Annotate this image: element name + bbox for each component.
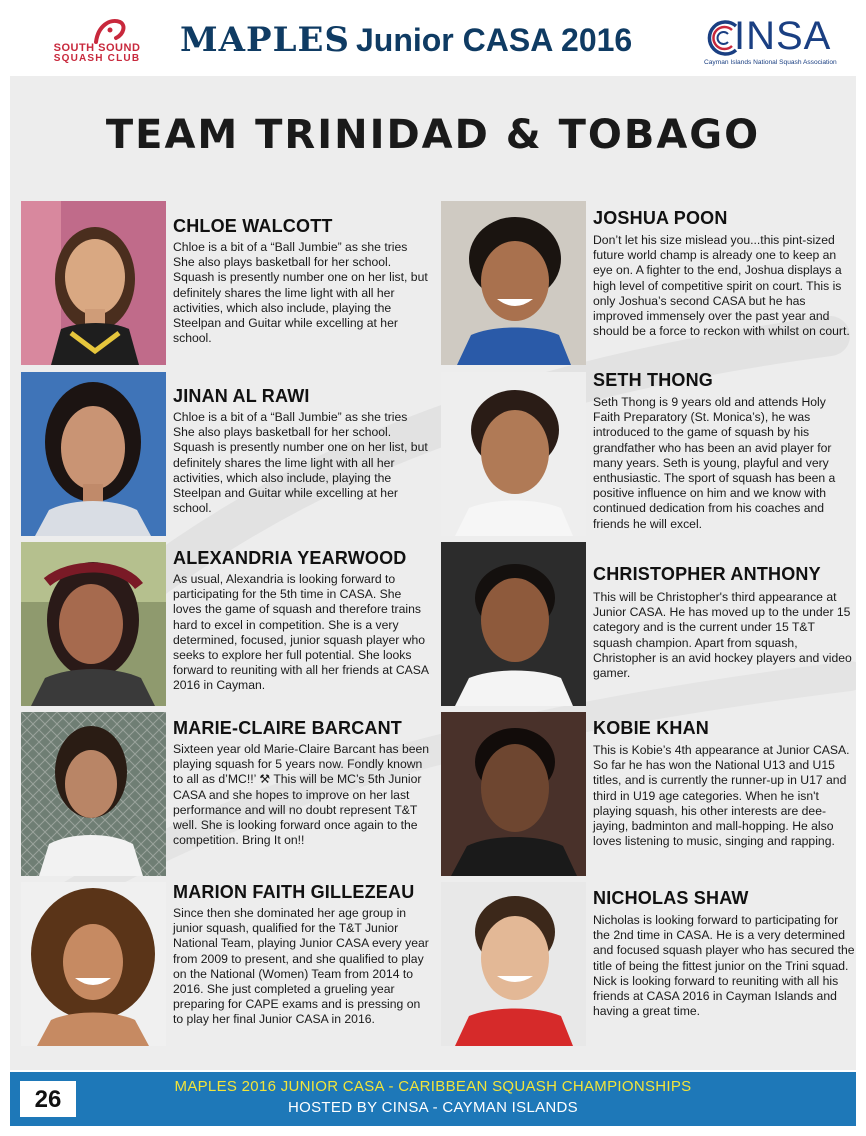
cinsa-logo-text: INSA bbox=[734, 14, 832, 58]
page-footer bbox=[10, 1072, 856, 1126]
header-title-junior-casa: Junior CASA 2016 bbox=[355, 22, 633, 58]
player-photo-joshua-poon bbox=[441, 201, 586, 365]
player-name: NICHOLAS SHAW bbox=[593, 888, 749, 908]
page-header bbox=[0, 0, 866, 76]
south-sound-squash-club-logo bbox=[36, 16, 158, 64]
player-bio: Don’t let his size mislead you...this pint-sized future world champ is already one to keep an eye on. A fighter to the end, Joshua displays a high level of competitive spirit on court. This is only Joshua’s second CASA but he has improved immensely over the past year and should be a force to reckon with whilst on court. bbox=[593, 233, 850, 339]
header-title bbox=[180, 20, 632, 64]
player-photo-jinan-al-rawi bbox=[21, 372, 166, 536]
cinsa-logo bbox=[704, 14, 850, 70]
player-bio: As usual, Alexandria is looking forward to participating for the 5th time in CASA. She loves the game of squash and therefore trains hard to excel in competition. She is a very determined, focused, junior squash player who seeks to explore her full potential. She looks forward to reuniting with all her friends at CASA 2016 in Cayman. bbox=[173, 572, 429, 693]
footer-line-1: MAPLES 2016 JUNIOR CASA - CARIBBEAN SQUASH CHAMPIONSHIPS bbox=[174, 1078, 692, 1095]
player-photo-kobie-khan bbox=[441, 712, 586, 876]
player-photo-marion-faith-gillezeau bbox=[21, 882, 166, 1046]
player-bio: This will be Christopher's third appearance at Junior CASA. He has moved up to the under 15 category and is the current under 15 T&T squash champion. Apart from squash, Christopher is an avid hockey players and video gamer. bbox=[593, 590, 852, 681]
ssc-logo-line2: SQUASH CLUB bbox=[53, 53, 141, 64]
player-name: CHRISTOPHER ANTHONY bbox=[593, 564, 821, 584]
player-bio: This is Kobie’s 4th appearance at Junior CASA. So far he has won the National U13 and U15 titles, and is currently the runner-up in U17 and third in U19 age categories. When he isn't playing squash, his other interests are dee-jaying, badminton and mall-hopping. He also loves listening to music, singing and rapping. bbox=[593, 743, 850, 849]
player-name: JINAN AL RAWI bbox=[173, 386, 310, 406]
player-photo-marie-claire-barcant bbox=[21, 712, 166, 876]
player-name: JOSHUA POON bbox=[593, 208, 728, 228]
player-bio: Chloe is a bit of a “Ball Jumbie” as she tries She also plays basketball for her school. Squash is presently number one on her list, but definitely shares the lime light with all her activities, which also include, playing the Steelpan and Guitar while excelling at her school. bbox=[173, 240, 428, 346]
page-number: 26 bbox=[34, 1086, 62, 1113]
player-photo-chloe-walcott bbox=[21, 201, 166, 365]
header-title-maples: MAPLES bbox=[180, 20, 350, 60]
player-bio: Chloe is a bit of a “Ball Jumbie” as she tries She also plays basketball for her school. Squash is presently number one on her list, but definitely shares the lime light with all her activities, which also include, playing the Steelpan and Guitar while excelling at her school. bbox=[173, 410, 428, 516]
footer-line-2: HOSTED BY CINSA - CAYMAN ISLANDS bbox=[288, 1099, 578, 1116]
player-photo-alexandria-yearwood bbox=[21, 542, 166, 706]
player-name: SETH THONG bbox=[593, 370, 714, 390]
ssc-logo-line1: SOUTH SOUND bbox=[53, 42, 141, 54]
player-bio: Nicholas is looking forward to participating for the 2nd time in CASA. He is a very determined and focused squash player who has secured the title of being the fittest junior on the Trini squad. Nick is looking forward to reuniting with all his friends at CASA 2016 in Cayman Islands and having a great time. bbox=[593, 913, 855, 1019]
page-title: TEAM TRINIDAD & TOBAGO bbox=[105, 112, 761, 158]
player-photo-christopher-anthony bbox=[441, 542, 586, 706]
player-bio: Sixteen year old Marie-Claire Barcant has been playing squash for 5 years now. Fondly known to all as d’MC!!’ ⚒ This will be MC’s 5th Junior CASA and she hopes to improve on her last performance and will no doubt represent T&T well. She is looking forward once again to the competition. Bring It on!! bbox=[173, 742, 430, 848]
player-bio: Since then she dominated her age group in junior squash, qualified for the T&T Junior National Team, playing Junior CASA every year from 2009 to present, and she qualified to play on the National (Women) Team from 2014 to 2016. She just completed a grueling year preparing for CAPE exams and is pressing on to play her final Junior CASA in 2016. bbox=[173, 906, 429, 1027]
player-name: ALEXANDRIA YEARWOOD bbox=[173, 548, 407, 568]
player-photo-seth-thong bbox=[441, 372, 586, 536]
player-name: MARIE-CLAIRE BARCANT bbox=[173, 718, 402, 738]
cinsa-logo-subtitle: Cayman Islands National Squash Association bbox=[704, 59, 837, 66]
player-name: KOBIE KHAN bbox=[593, 718, 710, 738]
player-bio: Seth Thong is 9 years old and attends Holy Faith Preparatory (St. Monica’s), he was introduced to the game of squash by his grandfather who has been an avid player for many years. Seth is young, playful and very enthusiastic. The sport of squash has been a positive influence on him and we know with continued dedication from his coaches and friends he will excel. bbox=[593, 395, 836, 531]
player-name: CHLOE WALCOTT bbox=[173, 216, 333, 236]
player-name: MARION FAITH GILLEZEAU bbox=[173, 882, 415, 902]
player-photo-nicholas-shaw bbox=[441, 882, 586, 1046]
